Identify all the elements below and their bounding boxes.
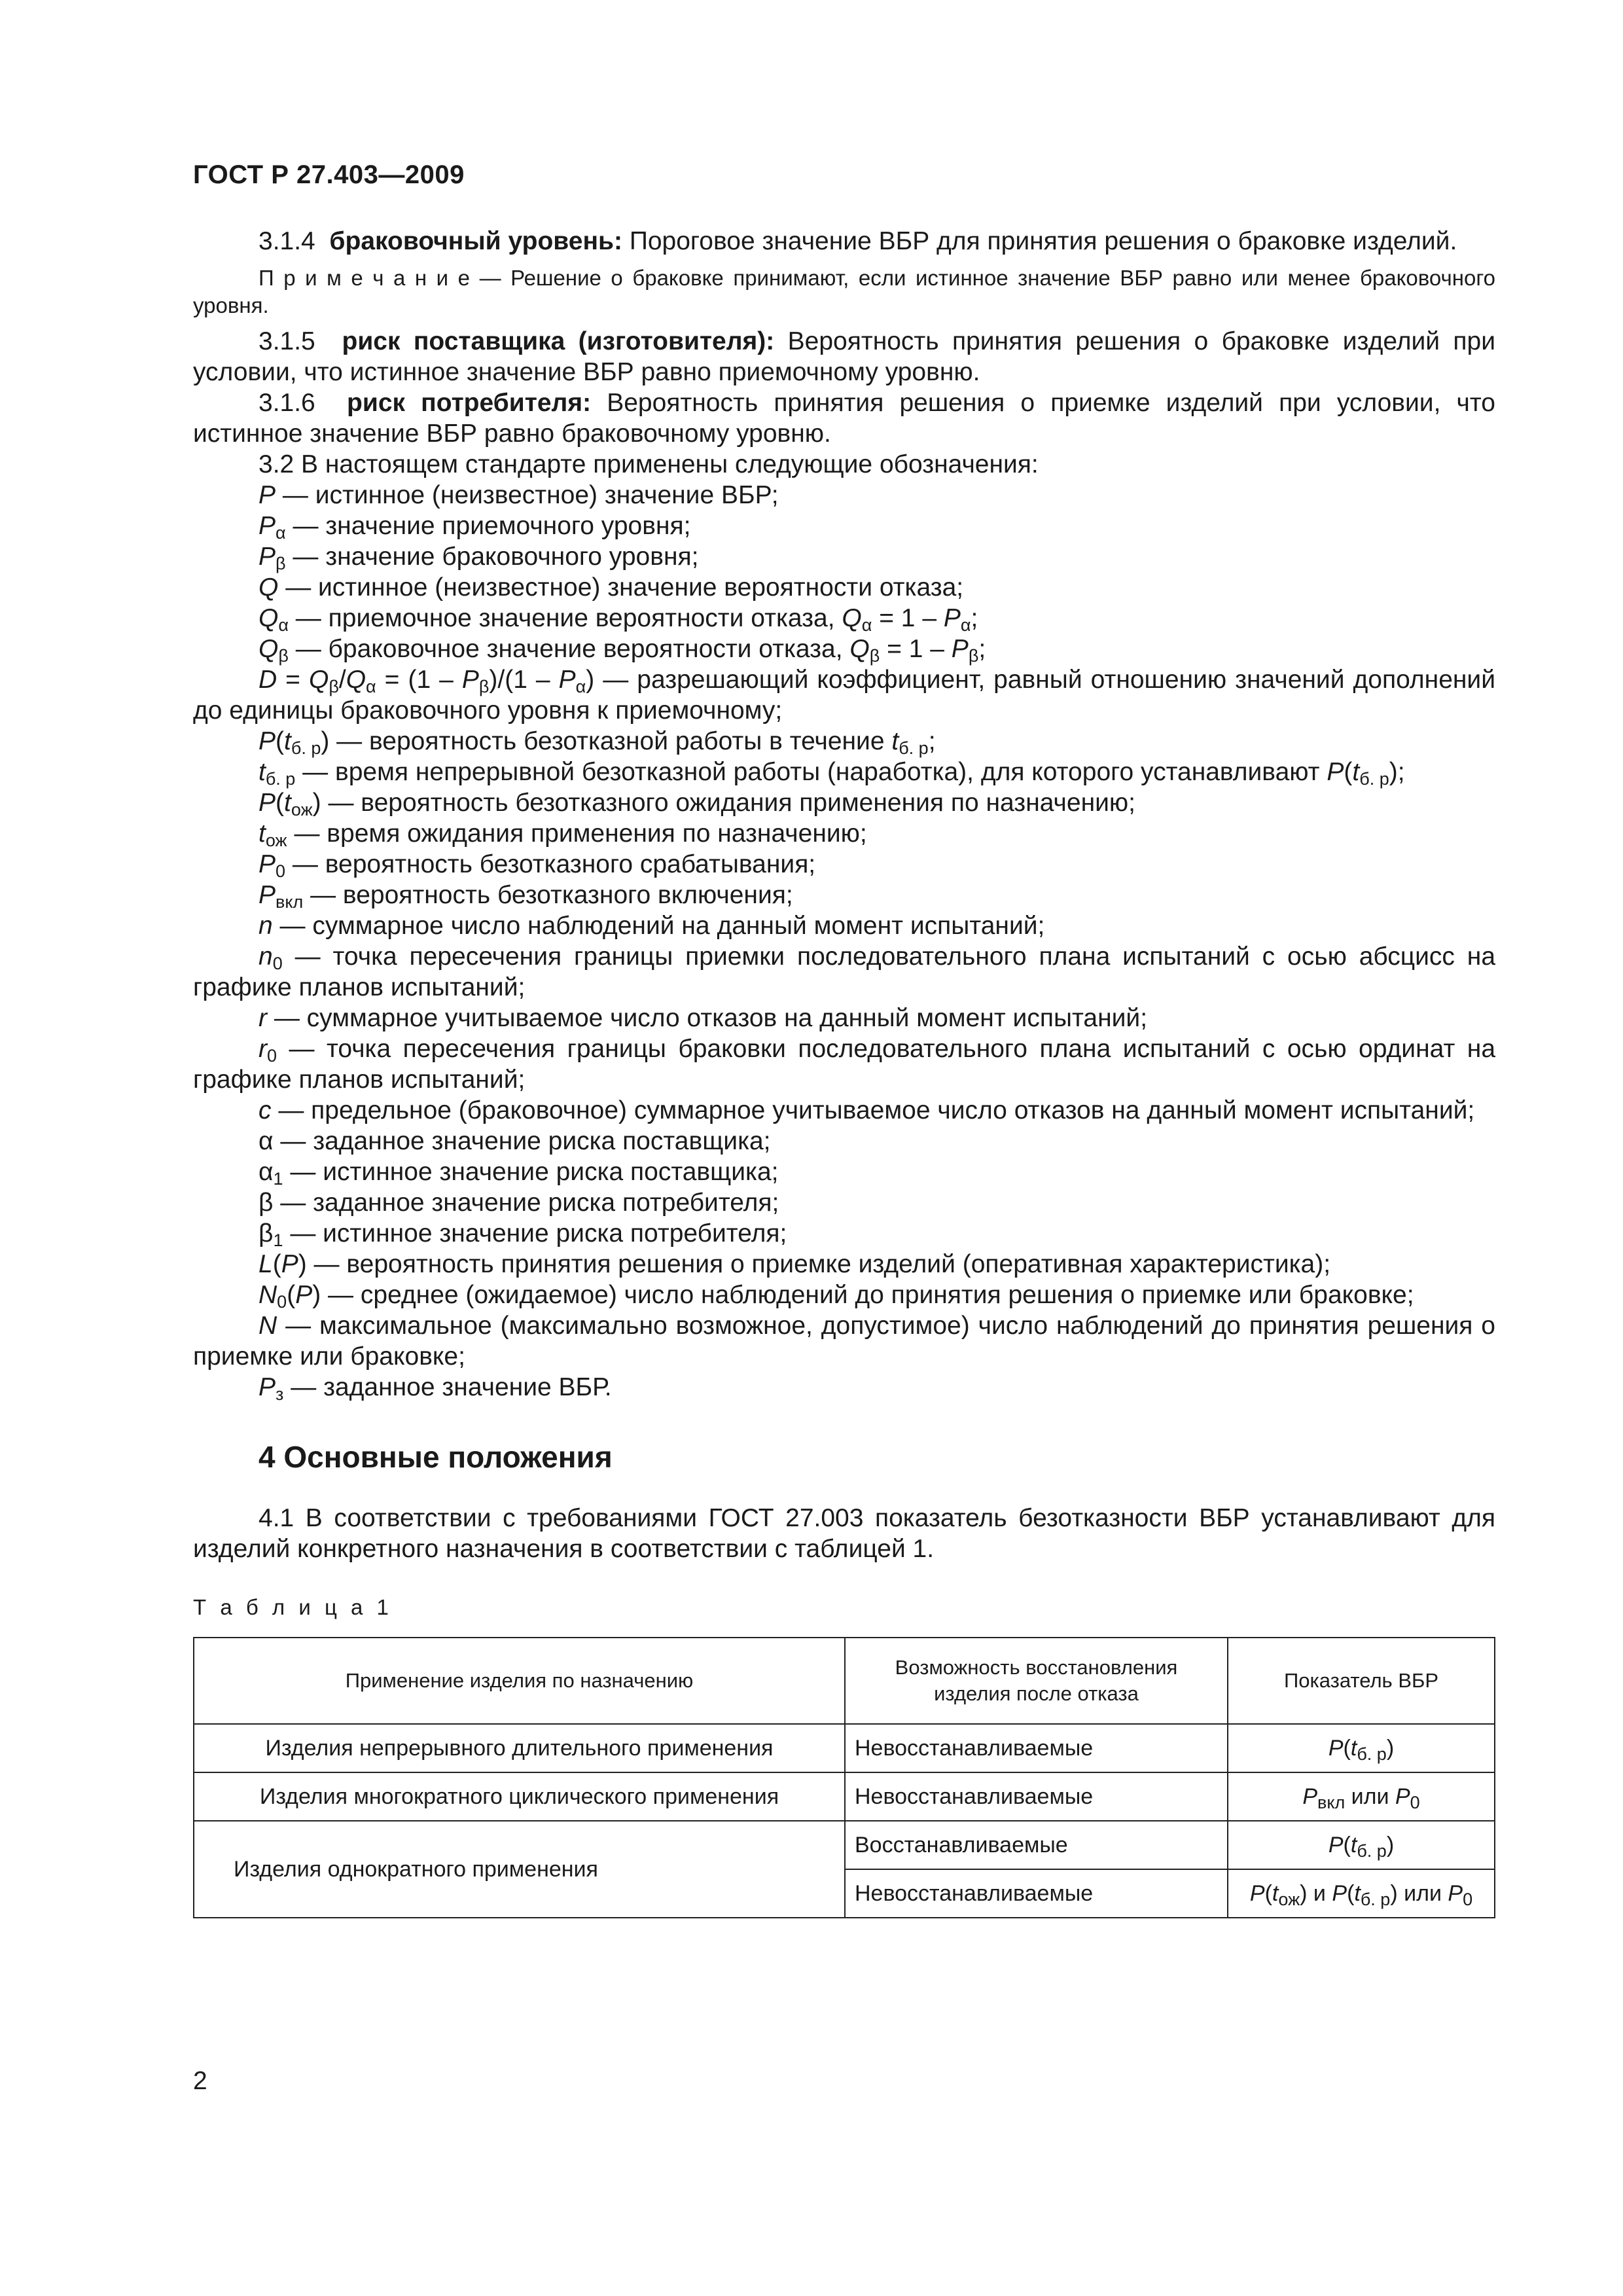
symbol-P0: $P_0$ — вероятность безотказного срабатывания;	[259, 850, 816, 881]
symbol-Pvkl: $P_{вкл}$ — вероятность безотказного включения;	[259, 881, 793, 912]
symbol-P-tbr: $P(t_{б. р})$ — вероятность безотказной работы в течение $t_{б. р}$;	[259, 727, 936, 758]
cell-application: Изделия однократного применения	[194, 1821, 845, 1918]
table-header-row	[194, 1638, 1495, 1724]
definition-3-1-6: 3.1.6 риск потребителя: Вероятность принятия решения о приемке изделий при условии, что истинное значение ВБР равно браковочному уровню.	[193, 389, 1495, 448]
page-number: 2	[193, 2067, 207, 2095]
symbol-Pa: $P_\alpha$ — значение приемочного уровня;	[259, 512, 691, 543]
cell-indicator: $P_{вкл}$ или $P_0$	[1228, 1772, 1495, 1821]
cell-indicator: $P(t_{б. р})$	[1228, 1821, 1495, 1869]
cell-restorability: Невосстанавливаемые	[845, 1772, 1228, 1821]
symbol-tbr: $t_{б. р}$ — время непрерывной безотказной работы (наработка), для которого устанавливают $P(t_{б. р})$;	[259, 758, 1405, 789]
symbol-Qb: $Q_\beta$ — браковочное значение вероятности отказа, $Q_\beta = 1 - P_\beta$;	[259, 635, 986, 666]
symbol-Qa: $Q_\alpha$ — приемочное значение вероятности отказа, $Q_\alpha = 1 - P_\alpha$;	[259, 604, 978, 635]
header-indicator: Показатель ВБР	[1228, 1638, 1495, 1724]
cell-restorability: Невосстанавливаемые	[845, 1724, 1228, 1772]
symbol-alpha1: $\alpha_1$ — истинное значение риска поставщика;	[259, 1158, 779, 1189]
term: риск поставщика (изготовителя):	[342, 327, 775, 355]
symbol-r: r — суммарное учитываемое число отказов на данный момент испытаний;	[259, 1004, 1148, 1032]
symbol-Pb: $P_\beta$ — значение браковочного уровня;	[259, 543, 699, 573]
paragraph-4-1: 4.1 В соответствии с требованиями ГОСТ 27.003 показатель безотказности ВБР устанавливают для изделий конкретного назначения в соответствии с таблицей 1.	[193, 1504, 1495, 1563]
document-code-header: ГОСТ Р 27.403—2009	[193, 160, 465, 189]
table-1	[193, 1637, 1495, 1918]
cell-restorability: Восстанавливаемые	[845, 1821, 1228, 1869]
symbol-P: P — истинное (неизвестное) значение ВБР;	[259, 481, 779, 509]
table-caption: Т а б л и ц а 1	[193, 1595, 393, 1619]
table-row	[194, 1724, 1495, 1772]
symbol-n0: $n_0$ — точка пересечения границы приемки последовательного плана испытаний с осью абсцисс на графике планов испытаний;	[193, 942, 1496, 1001]
symbol-beta: β — заданное значение риска потребителя;	[259, 1189, 779, 1217]
definition-3-1-5: 3.1.5 риск поставщика (изготовителя): Вероятность принятия решения о браковке изделий при условии, что истинное значение ВБР равно приемочному уровню.	[193, 327, 1496, 386]
header-application: Применение изделия по назначению	[194, 1638, 845, 1724]
symbol-beta1: $\beta_1$ — истинное значение риска потребителя;	[259, 1219, 787, 1250]
cell-restorability: Невосстанавливаемые	[845, 1869, 1228, 1918]
cell-indicator: $P(t_{б. р})$	[1228, 1724, 1495, 1772]
symbol-Pz: $P_з$ — заданное значение ВБР.	[259, 1373, 612, 1404]
document-body	[193, 226, 1495, 1918]
symbol-c: c — предельное (браковочное) суммарное учитываемое число отказов на данный момент испытаний;	[259, 1096, 1475, 1124]
term: браковочный уровень:	[329, 227, 622, 255]
symbol-N0P: $N_0(P)$ — среднее (ожидаемое) число наблюдений до принятия решения о приемке или браковке;	[259, 1281, 1414, 1312]
definition-3-1-4: 3.1.4 браковочный уровень: Пороговое значение ВБР для принятия решения о браковке изделий.	[259, 227, 1457, 255]
cell-indicator: $P(t_{ож})$ и $P(t_{б. р})$ или $P_0$	[1228, 1869, 1495, 1918]
symbol-P-tozh: $P(t_{ож})$ — вероятность безотказного ожидания применения по назначению;	[259, 789, 1135, 819]
symbols-intro: 3.2 В настоящем стандарте применены следующие обозначения:	[259, 450, 1039, 478]
symbol-tozh: $t_{ож}$ — время ожидания применения по назначению;	[259, 819, 867, 850]
table-row	[194, 1772, 1495, 1821]
term: риск потребителя:	[347, 389, 592, 417]
symbol-N: N — максимальное (максимально возможное, допустимое) число наблюдений до принятия решения о приемке или браковке;	[193, 1312, 1495, 1371]
symbol-Q: Q — истинное (неизвестное) значение вероятности отказа;	[259, 573, 964, 601]
header-restorability: Возможность восстановления изделия после отказа	[845, 1638, 1228, 1724]
symbol-LP: L(P) — вероятность принятия решения о приемке изделий (оперативная характеристика);	[259, 1250, 1331, 1278]
symbol-r0: $r_0$ — точка пересечения границы браковки последовательного плана испытаний с осью ординат на графике планов испытаний;	[193, 1035, 1496, 1094]
note: П р и м е ч а н и е — Решение о браковке принимают, если истинное значение ВБР равно или менее браковочного уровня.	[193, 266, 1495, 317]
symbol-alpha: α — заданное значение риска поставщика;	[259, 1127, 771, 1155]
symbol-n: n — суммарное число наблюдений на данный момент испытаний;	[259, 912, 1045, 940]
cell-application: Изделия непрерывного длительного применения	[194, 1724, 845, 1772]
section-4-heading: 4 Основные положения	[259, 1440, 613, 1474]
symbol-D: $D = Q_\beta/Q_\alpha = (1 - P_\beta)/(1 - P_\alpha)$ — разрешающий коэффициент, равный отношению значений дополнений до единицы браковочного уровня к приемочному;	[193, 666, 1495, 725]
table-row	[194, 1821, 1495, 1869]
cell-application: Изделия многократного циклического применения	[194, 1772, 845, 1821]
